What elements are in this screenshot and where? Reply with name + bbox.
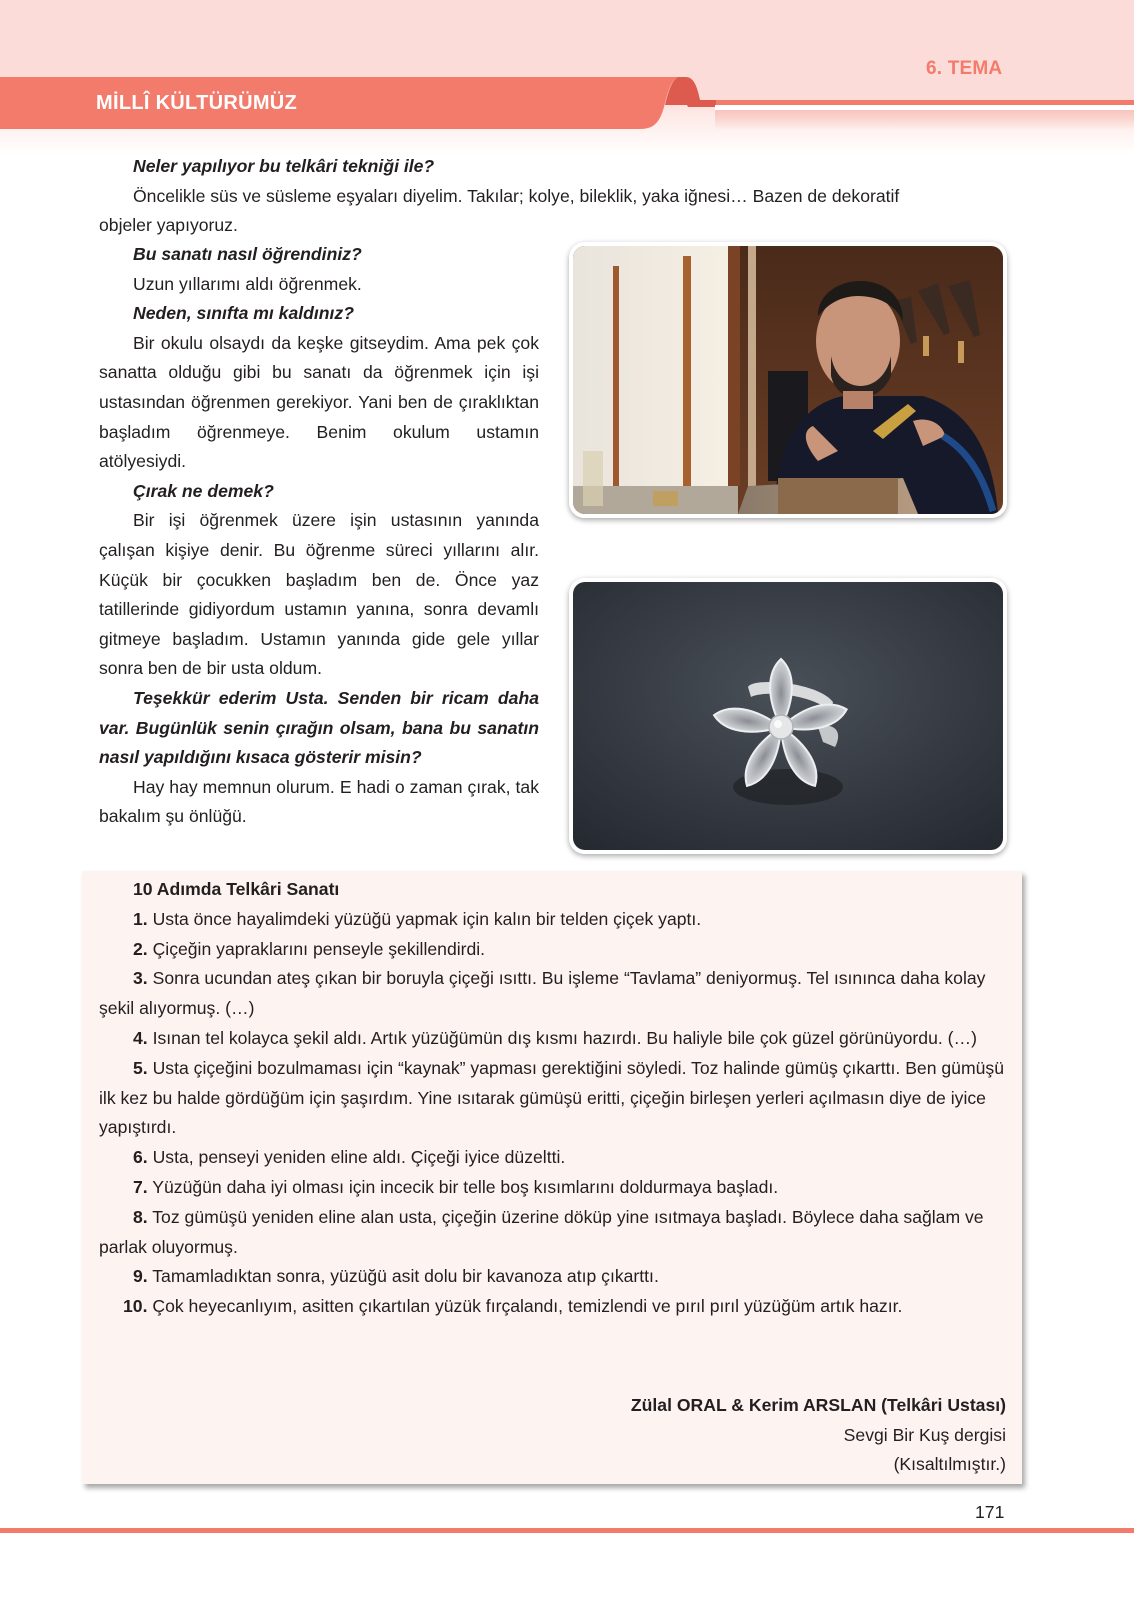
step-text: Usta önce hayalimdeki yüzüğü yapmak için kalın bir telden çiçek yaptı. (152, 908, 702, 929)
page-number: 171 (975, 1502, 1005, 1522)
answer-3: Bir okulu olsaydı da keşke gitseydim. Ama pek çok sanatta olduğu gibi bu sanatı da öğrenmek için işi ustasından öğrenmen gerekiyor. Yani ben de çıraklıktan başladım öğrenmeye. Benim okulum ustamın atölyesiydi. (99, 332, 539, 472)
step-item (99, 1292, 1006, 1322)
question-5: Teşekkür ederim Usta. Senden bir ricam daha var. Bugünlük senin çırağın olsam, bana bu sanatın nasıl yapıldığını kısaca gösterir misin? (99, 687, 539, 768)
step-item (99, 1024, 1006, 1054)
step-item (99, 1262, 1006, 1292)
step-text: Tamamladıktan sonra, yüzüğü asit dolu bir kavanoza atıp çıkarttı. (152, 1266, 659, 1287)
steps-title: 10 Adımda Telkâri Sanatı (133, 879, 340, 899)
steps-list (99, 875, 1006, 1322)
footer-rule (0, 1528, 1134, 1533)
credit-block (631, 1391, 1006, 1480)
step-item (99, 1173, 1006, 1203)
step-number: 10. (123, 1296, 148, 1317)
step-number: 1. (133, 908, 148, 929)
step-text: Usta, penseyi yeniden eline aldı. Çiçeği iyice düzeltti. (152, 1147, 566, 1168)
question-1: Neler yapılıyor bu telkâri tekniği ile? (133, 156, 435, 176)
step-item (99, 905, 1006, 935)
step-number: 5. (133, 1057, 148, 1078)
question-3: Neden, sınıfta mı kaldınız? (133, 303, 354, 324)
answer-2: Uzun yıllarımı aldı öğrenmek. (133, 273, 362, 294)
filigree-ring-photo (569, 578, 1007, 854)
step-number: 7. (133, 1176, 148, 1197)
ring-image (573, 582, 1003, 850)
answer-1-line-1: Öncelikle süs ve süsleme eşyaları diyelim. Takılar; kolye, bileklik, yaka iğnesi… Bazen de dekoratif (133, 185, 900, 206)
craftsman-image (573, 246, 1003, 514)
step-text: Isınan tel kolayca şekil aldı. Artık yüzüğümün dış kısmı hazırdı. Bu haliyle bile çok güzel görünüyordu. (…) (152, 1027, 977, 1048)
step-number: 6. (133, 1147, 148, 1168)
answer-5: Hay hay memnun olurum. E hadi o zaman çırak, tak bakalım şu önlüğü. (99, 776, 539, 827)
credit-source: Sevgi Bir Kuş dergisi (843, 1424, 1006, 1445)
craftsman-photo (569, 242, 1007, 518)
step-number: 3. (133, 968, 148, 989)
step-number: 9. (133, 1266, 148, 1287)
step-text: Çiçeğin yapraklarını penseyle şekillendirdi. (152, 938, 486, 959)
step-number: 2. (133, 938, 148, 959)
section-title: MİLLÎ KÜLTÜRÜMÜZ (96, 92, 298, 114)
theme-label: 6. TEMA (926, 58, 1003, 79)
answer-1-line-2: objeler yapıyoruz. (99, 215, 238, 236)
header-rule-shadow (715, 110, 1134, 130)
step-item (99, 1203, 1006, 1263)
answer-4: Bir işi öğrenmek üzere işin ustasının yanında çalışan kişiye denir. Bu öğrenme süreci yıllarını alır. Küçük bir çocukken başladım ben de. Önce yaz tatillerinde gidiyordum ustamın yanına, sonra devamlı gitmeye başladım. Ustamın yanında gide gele yıllar sonra ben de bir usta oldum. (99, 510, 539, 679)
credit-note: (Kısaltılmıştır.) (893, 1454, 1006, 1475)
step-text: Sonra ucundan ateş çıkan bir boruyla çiçeği ısıttı. Bu işleme “Tavlama” deniyormuş. Tel ısınınca daha kolay şekil alıyormuş. (…) (99, 968, 986, 1019)
step-number: 4. (133, 1027, 148, 1048)
step-text: Toz gümüşü yeniden eline alan usta, çiçeğin üzerine döküp yine ısıtmaya başladı. Böylece daha sağlam ve parlak oluyormuş. (99, 1206, 984, 1257)
credit-author: Zülal ORAL & Kerim ARSLAN (Telkâri Ustası) (630, 1395, 1006, 1415)
step-text: Usta çiçeğini bozulmaması için “kaynak” yapması gerektiğini söyledi. Toz halinde gümüş çıkarttı. Ben gümüşü ilk kez bu halde gördüğüm için şaşırdım. Yine ısıtarak gümüşü eritti, çiçeğin birleşen yerleri açılmasın diye de iyice yapıştırdı. (99, 1057, 1004, 1138)
step-text: Çok heyecanlıyım, asitten çıkartılan yüzük fırçalandı, temizlendi ve pırıl pırıl yüzüğüm artık hazır. (152, 1296, 903, 1317)
step-number: 8. (133, 1206, 148, 1227)
question-2: Bu sanatı nasıl öğrendiniz? (133, 244, 362, 264)
step-item (99, 1054, 1006, 1143)
step-item (99, 964, 1006, 1024)
step-item (99, 935, 1006, 965)
step-item (99, 1143, 1006, 1173)
interview-intro (99, 152, 1006, 241)
step-text: Yüzüğün daha iyi olması için incecik bir telle boş kısımlarını doldurmaya başladı. (152, 1176, 779, 1197)
interview-column (99, 240, 539, 832)
question-4: Çırak ne demek? (133, 480, 274, 501)
